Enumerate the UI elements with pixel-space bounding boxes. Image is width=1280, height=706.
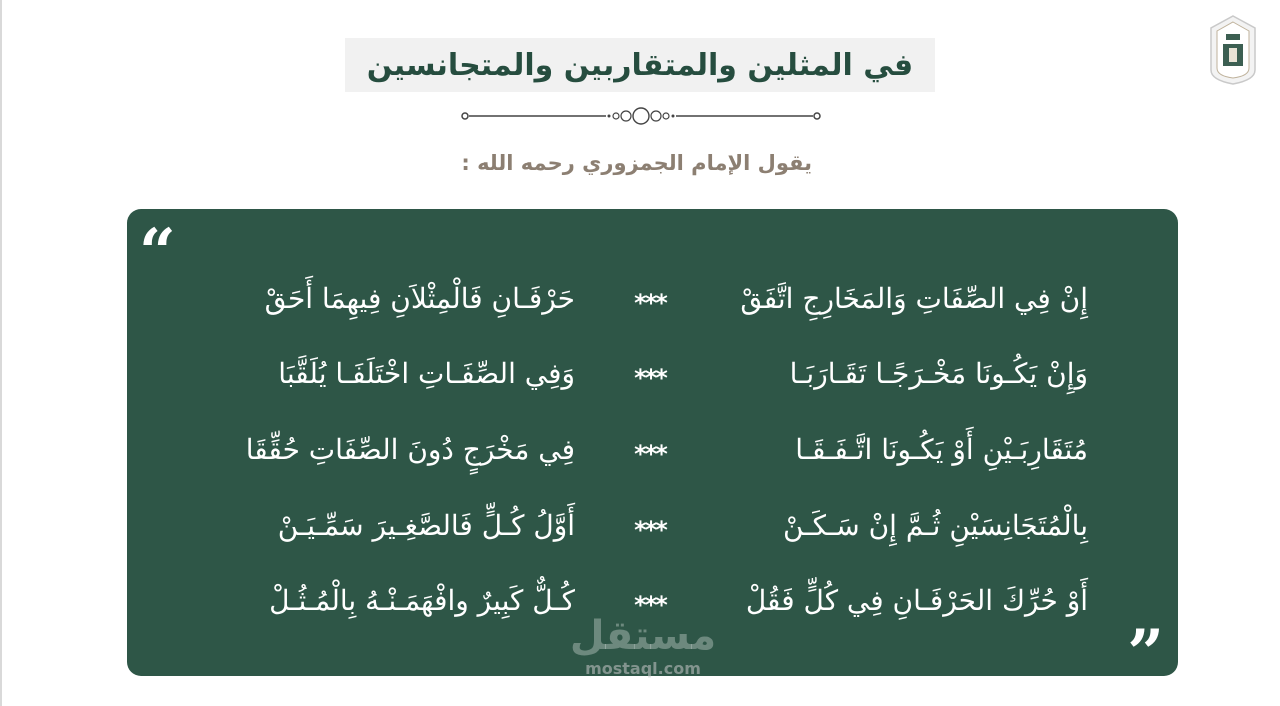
verse-row [127, 271, 1178, 327]
verse-first-half: أَوْ حُرِّكَ الحَرْفَـانِ فِي كُلٍّ فَقُلْ [745, 584, 1088, 617]
verse-row [127, 346, 1178, 402]
verse-second-half: وَفِي الصِّفَـاتِ اخْتَلَفَـا يُلَقَّبَا [278, 357, 575, 390]
left-border [0, 0, 2, 706]
verse-separator: *** [634, 516, 666, 544]
verse-separator: *** [634, 591, 666, 619]
title-banner [345, 38, 935, 92]
verse-separator: *** [634, 289, 666, 317]
close-quote-mark: ” [1127, 616, 1164, 691]
poet-attribution: يقول الإمام الجمزوري رحمه الله : [461, 151, 812, 175]
emblem-logo [1207, 14, 1259, 86]
verse-second-half: حَرْفَـانِ فَالْمِثْلاَنِ فِيهِمَا أَحَقْ [264, 282, 575, 315]
poem-panel [127, 209, 1178, 691]
verse-second-half: فِي مَخْرَجٍ دُونَ الصِّفَاتِ حُقِّقَا [245, 433, 575, 466]
verse-first-half: إِنْ فِي الصِّفَاتِ وَالمَخَارِجِ اتَّفَقْ [740, 282, 1088, 315]
watermark-url: mostaql.com [585, 659, 701, 678]
watermark [558, 612, 728, 692]
verse-separator: *** [634, 364, 666, 392]
verse-separator: *** [634, 440, 666, 468]
page-title: في المثلين والمتقاربين والمتجانسين [366, 47, 914, 83]
verse-first-half: وَإِنْ يَكُـونَا مَخْـرَجًـا تَقَـارَبَـا [789, 357, 1088, 390]
watermark-logo-text: مستقل [569, 613, 717, 659]
verse-row [127, 422, 1178, 478]
verse-first-half: بِالْمُتَجَانِسَيْنِ ثُـمَّ إِنْ سَـكَـنْ [783, 509, 1088, 542]
verse-second-half: كُـلٌّ كَبِيرٌ وافْهَمَـنْـهُ بِالْمُـثُـلْ [269, 584, 575, 617]
open-quote-mark: “ [139, 215, 176, 290]
verse-first-half: مُتَقَارِبَـيْنِ أَوْ يَكُـونَا اتَّـفَـقَـا [795, 433, 1088, 466]
ornament-divider [460, 104, 822, 128]
verse-second-half: أَوَّلُ كُـلٍّ فَالصَّغِـيرَ سَمِّـيَـنْ [277, 509, 575, 542]
verse-row [127, 498, 1178, 554]
